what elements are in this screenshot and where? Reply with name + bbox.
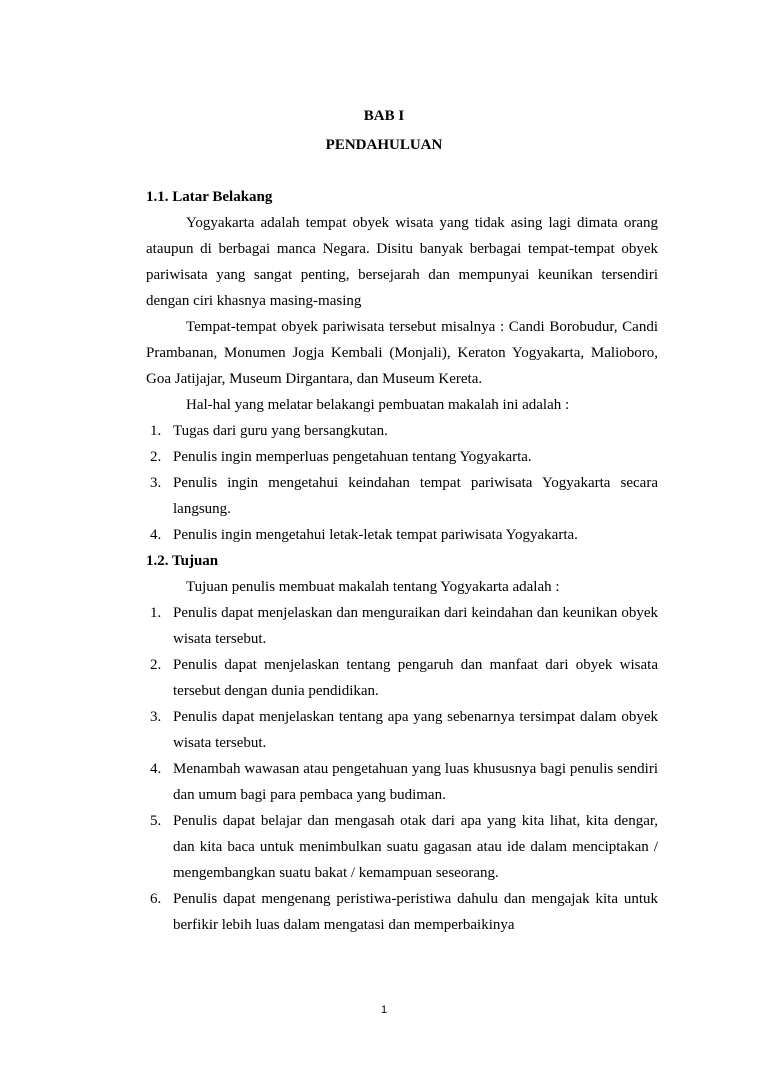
section-heading-latar-belakang: 1.1. Latar Belakang (146, 189, 273, 205)
background-list (146, 418, 658, 548)
list-item-text: Penulis ingin mengetahui letak-letak tempat pariwisata Yogyakarta. (173, 527, 578, 543)
list-item-number: 3. (150, 709, 162, 725)
paragraph: Tempat-tempat obyek pariwisata tersebut misalnya : Candi Borobudur, Candi Prambanan, Monumen Jogja Kembali (Monjali), Keraton Yogyakarta, Malioboro, Goa Jatijajar, Museum Dirgantara, dan Museum Kereta. (146, 319, 658, 387)
list-item-text: Menambah wawasan atau pengetahuan yang luas khususnya bagi penulis sendiri dan umum bagi para pembaca yang budiman. (173, 761, 658, 803)
paragraph: Yogyakarta adalah tempat obyek wisata yang tidak asing lagi dimata orang ataupun di berbagai manca Negara. Disitu banyak berbagai tempat-tempat obyek pariwisata yang sangat penting, bersejarah dan mempunyai keunikan tersendiri dengan ciri khasnya masing-masing (146, 215, 658, 309)
chapter-title: PENDAHULUAN (325, 137, 443, 153)
list-item (146, 704, 658, 756)
paragraph: Hal-hal yang melatar belakangi pembuatan makalah ini adalah : (186, 397, 570, 413)
list-item-number: 6. (150, 891, 162, 907)
list-item-number: 1. (150, 423, 162, 439)
list-item-text: Penulis dapat menjelaskan tentang pengaruh dan manfaat dari obyek wisata tersebut dengan dunia pendidikan. (173, 657, 658, 699)
list-item (146, 418, 658, 444)
list-item-number: 1. (150, 605, 162, 621)
section-heading-tujuan: 1.2. Tujuan (146, 553, 219, 569)
document-body (146, 184, 658, 938)
list-item-text: Penulis dapat belajar dan mengasah otak dari apa yang kita lihat, kita dengar, dan kita baca untuk menimbulkan suatu gagasan atau ide dalam menciptakan / mengembangkan suatu bakat / kemampuan seseorang. (173, 813, 658, 881)
page-number: 1 (380, 1004, 388, 1016)
list-item (146, 522, 658, 548)
list-item-text: Tugas dari guru yang bersangkutan. (173, 423, 388, 439)
list-item-text: Penulis dapat menjelaskan dan menguraikan dari keindahan dan keunikan obyek wisata tersebut. (173, 605, 658, 647)
list-item-text: Penulis dapat menjelaskan tentang apa yang sebenarnya tersimpat dalam obyek wisata tersebut. (173, 709, 658, 751)
list-item (146, 652, 658, 704)
list-item (146, 756, 658, 808)
list-item-text: Penulis ingin memperluas pengetahuan tentang Yogyakarta. (173, 449, 532, 465)
list-item (146, 470, 658, 522)
list-item (146, 886, 658, 938)
list-item (146, 808, 658, 886)
list-item-text: Penulis ingin mengetahui keindahan tempat pariwisata Yogyakarta secara langsung. (173, 475, 658, 517)
list-item (146, 600, 658, 652)
list-item-number: 4. (150, 761, 162, 777)
list-item (146, 444, 658, 470)
chapter-number: BAB I (363, 108, 405, 124)
goals-list (146, 600, 658, 938)
list-item-text: Penulis dapat mengenang peristiwa-peristiwa dahulu dan mengajak kita untuk berfikir lebih luas dalam mengatasi dan memperbaikinya (173, 891, 658, 933)
list-item-number: 2. (150, 449, 162, 465)
paragraph: Tujuan penulis membuat makalah tentang Yogyakarta adalah : (186, 579, 560, 595)
list-item-number: 2. (150, 657, 162, 673)
list-item-number: 4. (150, 527, 162, 543)
list-item-number: 3. (150, 475, 162, 491)
list-item-number: 5. (150, 813, 162, 829)
